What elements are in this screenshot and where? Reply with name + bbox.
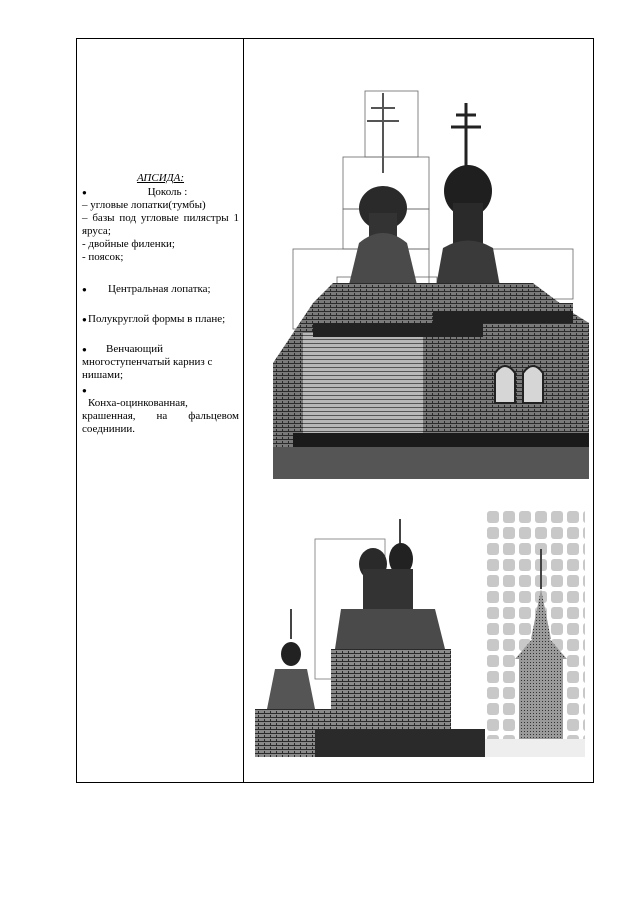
semicircular-text: Полукруглой формы в плане;	[88, 313, 226, 325]
church-pattern-photo-bottom-right	[485, 509, 585, 757]
bullet-icon: ●	[82, 315, 87, 324]
conch-text: Конха-оцинкованная, крашенная, на фальцевом соеднинии.	[82, 397, 239, 435]
list-item-semicircular	[82, 313, 239, 326]
column-divider	[243, 39, 244, 782]
socle-line: - двойные филенки;	[82, 238, 175, 250]
list-item-cornice	[82, 343, 239, 382]
socle-line: – базы под угловые пилястры 1 яруса;	[82, 212, 239, 237]
socle-line: - поясок;	[82, 251, 124, 263]
central-blade-text: Центральная лопатка;	[108, 283, 211, 295]
section-heading: АПСИДА:	[136, 172, 185, 184]
document-table	[76, 38, 594, 783]
bullet-icon: ●	[82, 345, 87, 354]
socle-label: Цоколь :	[147, 186, 188, 198]
socle-line: – угловые лопатки(тумбы)	[82, 199, 206, 211]
bullet-icon: ●	[82, 386, 87, 395]
list-item-central-blade	[82, 283, 239, 296]
church-tower-photo-bottom-left	[255, 509, 485, 757]
bullet-icon: ●	[82, 285, 87, 294]
list-item-socle	[82, 186, 239, 199]
church-tower-photo-top	[273, 63, 589, 479]
bullet-icon: ●	[82, 188, 87, 197]
description-column	[82, 172, 239, 436]
cornice-text: Венчающий многоступенчатый карниз с нишами;	[82, 343, 213, 381]
